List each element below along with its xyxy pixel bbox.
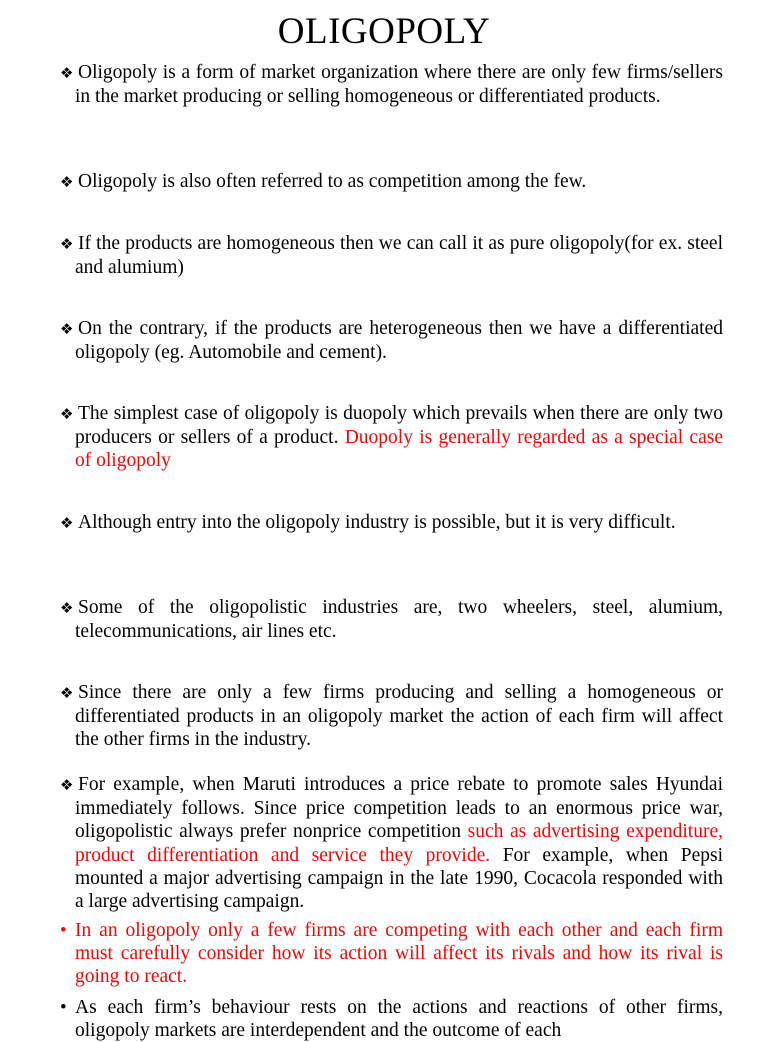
- round-bullet-icon: •: [60, 997, 67, 1018]
- list-item: [60, 232, 723, 279]
- item-text: As each firm’s behaviour rests on the actions and reactions of other firms, oligopoly markets are interdependent and the outcome of each: [75, 997, 723, 1042]
- list-item: [60, 996, 723, 1042]
- item-text: On the contrary, if the products are heterogeneous then we have a differentiated oligopoly (eg. Automobile and cement).: [75, 318, 723, 364]
- diamond-bullet-icon: ❖: [60, 599, 74, 617]
- diamond-bullet-icon: ❖: [60, 173, 74, 191]
- list-item: [60, 170, 723, 194]
- item-text: Some of the oligopolistic industries are, two wheelers, steel, alumium, telecommunications, air lines etc.: [75, 597, 723, 643]
- highlighted-text: Duopoly is generally regarded as a special case of oligopoly: [75, 427, 723, 472]
- item-text: If the products are homogeneous then we can call it as pure oligopoly(for ex. steel and alumium): [75, 233, 723, 279]
- list-item: [60, 919, 723, 989]
- diamond-bullet-icon: ❖: [60, 64, 74, 82]
- diamond-bullet-icon: ❖: [60, 405, 74, 423]
- diamond-bullet-icon: ❖: [60, 514, 74, 532]
- item-text: Oligopoly is a form of market organization where there are only few firms/sellers in the market producing or selling homogeneous or differentiated products.: [75, 62, 723, 108]
- item-text: Although entry into the oligopoly industry is possible, but it is very difficult.: [78, 512, 676, 533]
- round-bullet-icon: •: [60, 920, 67, 941]
- item-text: The simplest case of oligopoly is duopoly which prevails when there are only two producers or sellers of a product.: [75, 403, 723, 449]
- list-item: [60, 681, 723, 752]
- item-text: Since there are only a few firms producing and selling a homogeneous or differentiated products in an oligopoly market the action of each firm will affect the other firms in the industry.: [75, 682, 723, 751]
- item-text: For example, when Maruti introduces a price rebate to promote sales Hyundai immediately follows. Since price competition leads to an enormous price war, oligopolistic always prefer nonprice competition: [75, 774, 723, 843]
- list-item: [60, 773, 723, 913]
- highlighted-text: such as advertising expenditure, product differentiation and service they provide.: [75, 821, 723, 866]
- list-item: [60, 61, 723, 108]
- item-text-continued: For example, when Pepsi mounted a major advertising campaign in the late 1990, Cocacola responded with a large advertising campaign.: [75, 844, 723, 913]
- highlighted-text: In an oligopoly only a few firms are competing with each other and each firm must carefully consider how its action will affect its rivals and how its rival is going to react.: [75, 920, 723, 988]
- list-item: [60, 317, 723, 364]
- list-item: [60, 511, 723, 535]
- list-item: [60, 596, 723, 643]
- diamond-bullet-icon: ❖: [60, 776, 74, 794]
- diamond-bullet-icon: ❖: [60, 320, 74, 338]
- list-item: [60, 402, 723, 473]
- diamond-bullet-icon: ❖: [60, 235, 74, 253]
- item-text: Oligopoly is also often referred to as competition among the few.: [78, 171, 587, 192]
- diamond-bullet-icon: ❖: [60, 684, 74, 702]
- page-title: OLIGOPOLY: [277, 11, 491, 52]
